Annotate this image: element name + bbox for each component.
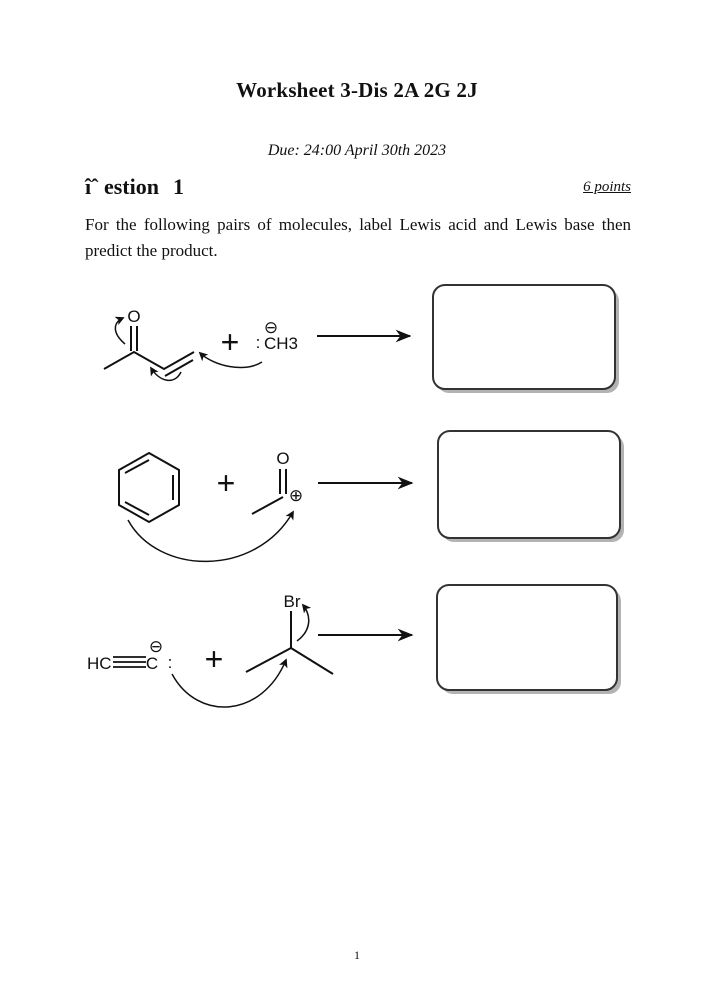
negative-charge-icon: ⊖ — [148, 637, 164, 656]
lone-pair: : — [167, 653, 173, 672]
oxygen-atom-label: O — [276, 449, 290, 468]
carbon-atom-label: C — [145, 654, 159, 673]
curved-arrow — [115, 318, 125, 344]
curved-arrow — [172, 660, 286, 707]
page-number: 1 — [354, 948, 360, 962]
answer-box[interactable] — [433, 285, 615, 389]
positive-charge-icon: ⊕ — [288, 486, 304, 505]
plus-sign: + — [216, 465, 236, 501]
acylium-ion — [252, 449, 303, 514]
lone-pair: : — [255, 333, 261, 352]
reaction-1 — [104, 285, 619, 393]
reaction-2 — [119, 431, 624, 561]
worksheet-title: Worksheet 3-Dis 2A 2G 2J — [236, 78, 478, 102]
negative-charge-icon: ⊖ — [263, 318, 279, 337]
question-label: îˆ estion — [85, 174, 159, 199]
acetylide-anion — [87, 637, 172, 673]
hc-label: HC — [87, 654, 112, 673]
double-bond-line — [165, 360, 193, 376]
benzene-ring — [119, 453, 179, 522]
enone-molecule — [104, 307, 194, 376]
plus-sign: + — [220, 324, 240, 360]
question-points: 6 points — [583, 179, 631, 195]
bromine-atom-label: Br — [283, 592, 301, 611]
due-date: Due: 24:00 April 30th 2023 — [267, 142, 447, 159]
question-number: 1 — [172, 174, 184, 199]
methyl-anion-label: CH3 — [264, 334, 299, 353]
question-text: For the following pairs of molecules, label Lewis acid and Lewis base then predict the product. — [85, 215, 631, 260]
plus-sign: + — [204, 641, 224, 677]
answer-box[interactable] — [437, 585, 617, 690]
oxygen-atom-label: O — [127, 307, 141, 326]
answer-box[interactable] — [438, 431, 620, 538]
reaction-3 — [87, 585, 621, 707]
isopropyl-bromide — [246, 592, 333, 674]
